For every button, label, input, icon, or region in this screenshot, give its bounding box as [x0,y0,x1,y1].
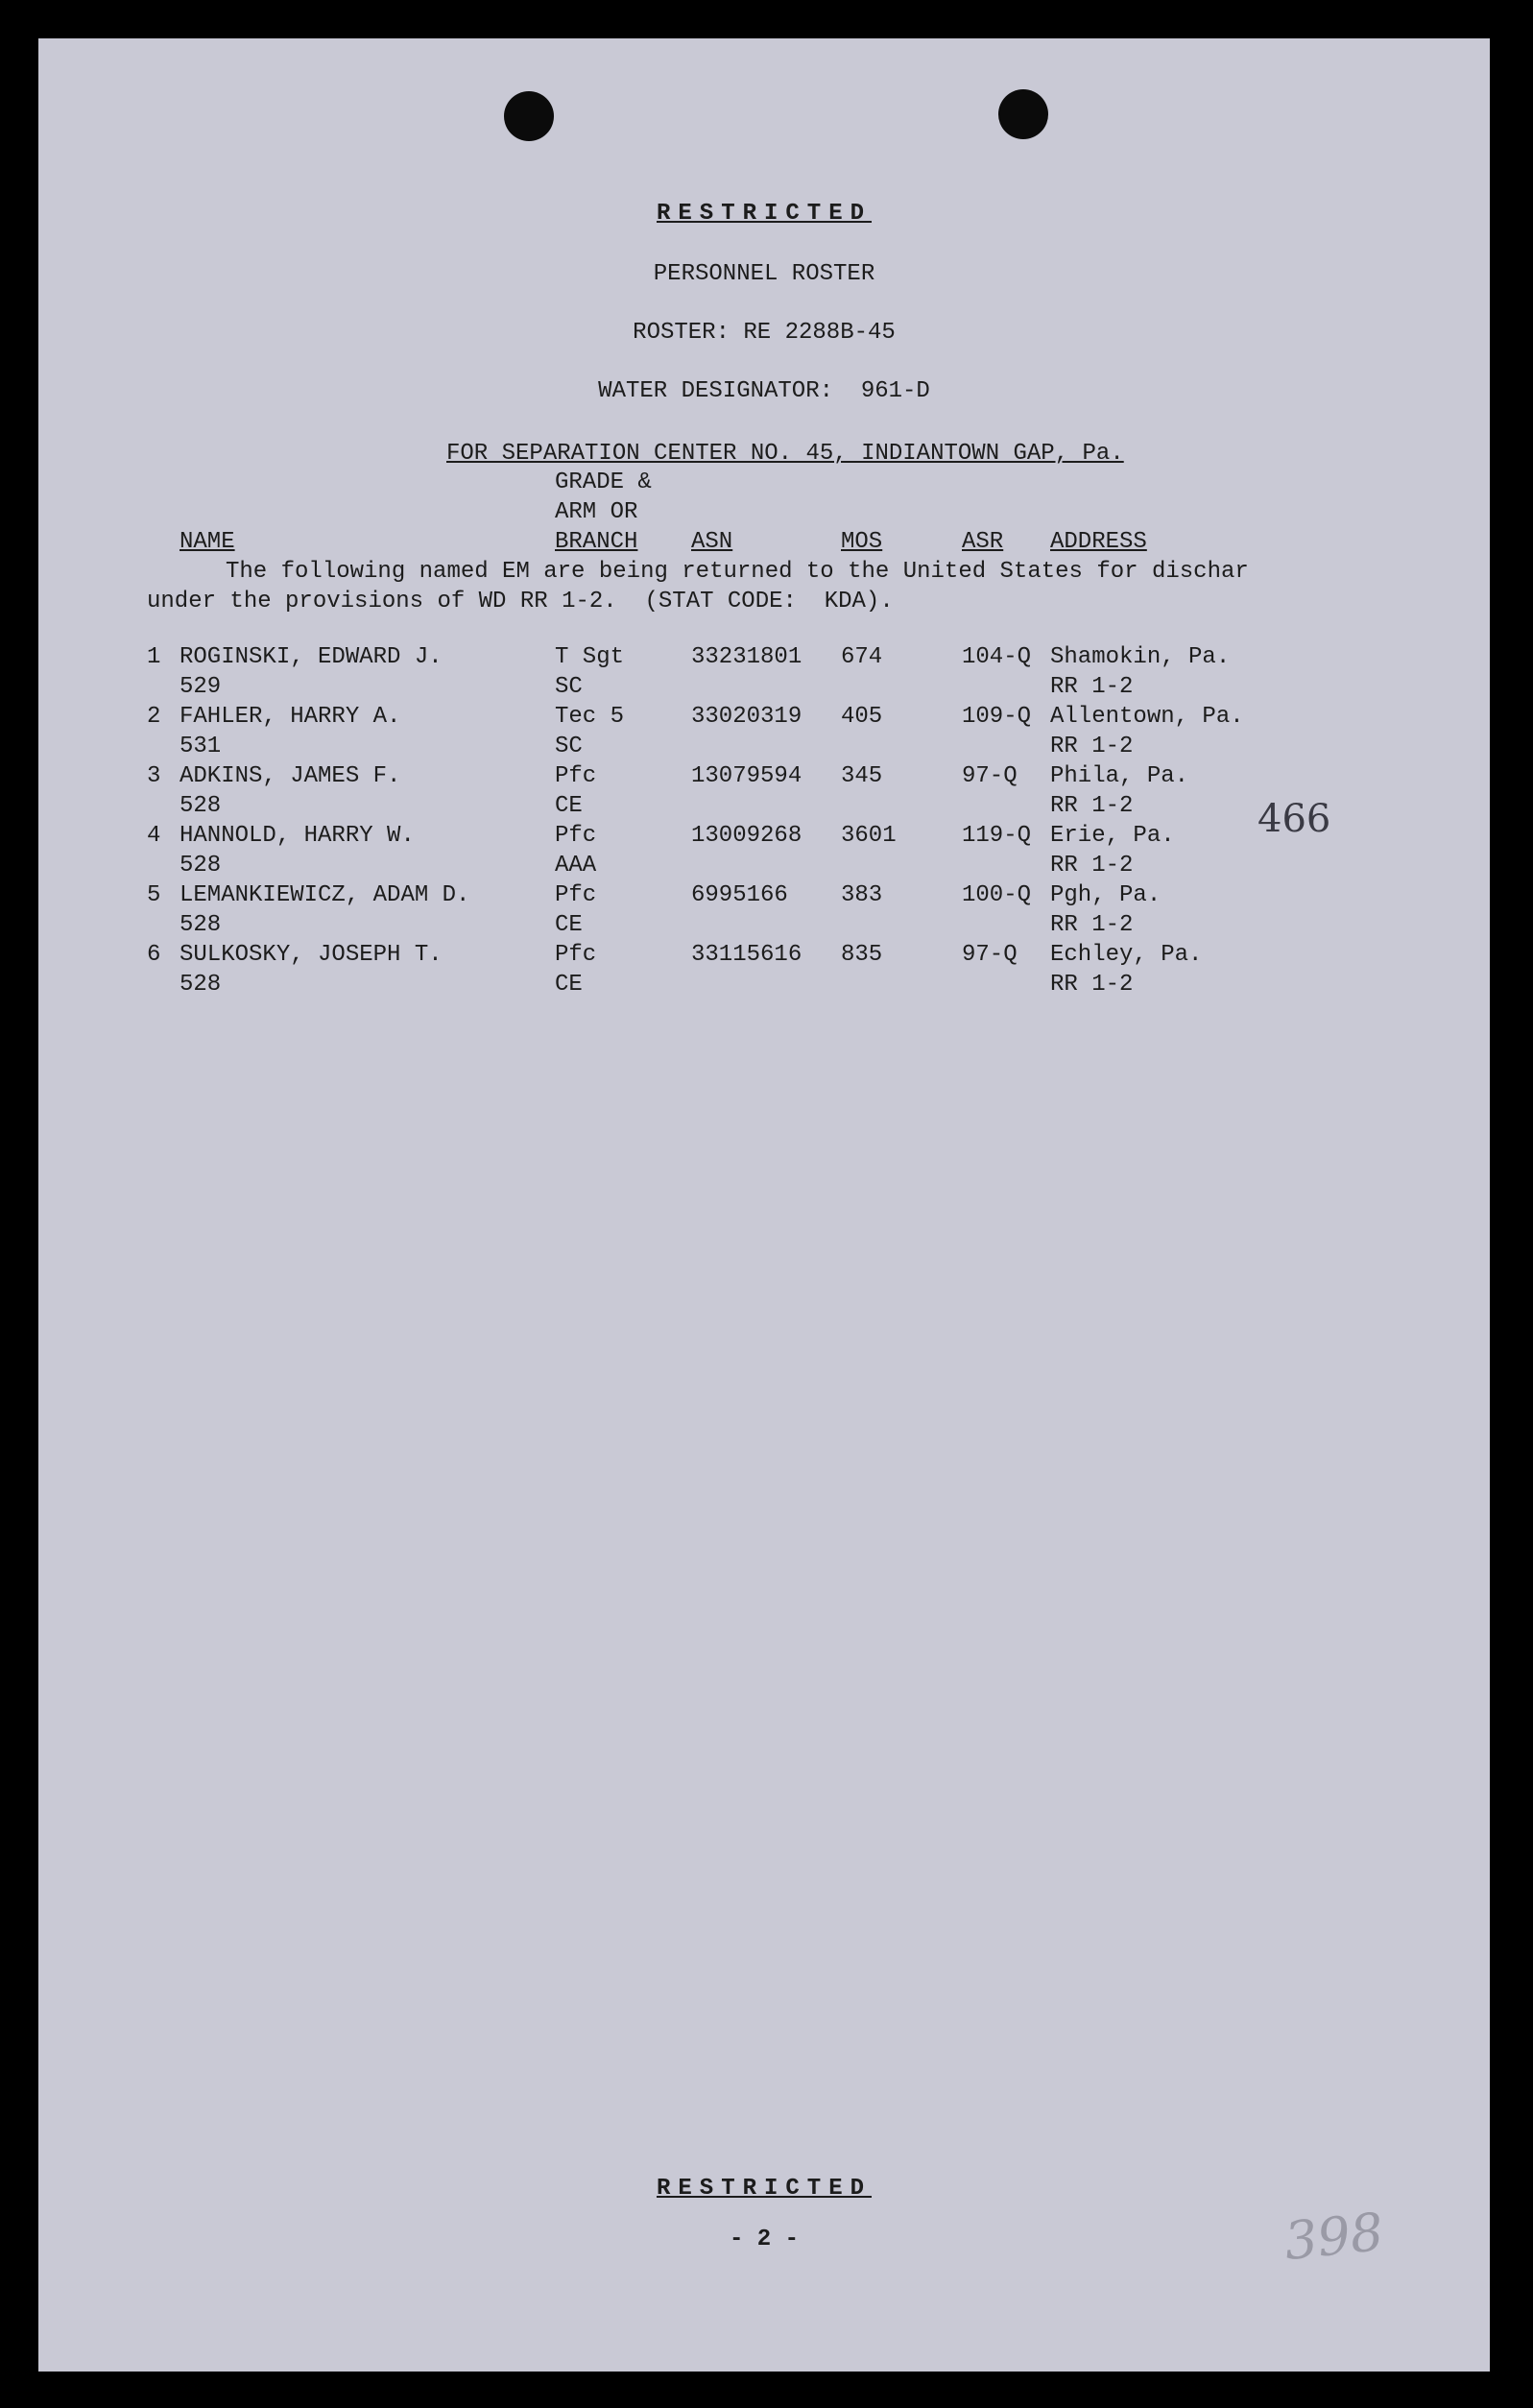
asn: 6995166 [691,882,788,908]
asr: 104-Q [962,644,1032,670]
address-line2: RR 1-2 [1050,972,1134,998]
branch: CE [555,972,583,998]
grade: Tec 5 [555,704,625,730]
asr: 119-Q [962,823,1032,849]
unit-code: 531 [180,734,222,759]
col-grade-line3: BRANCH [555,529,638,555]
branch: CE [555,793,583,819]
pencil-note: 398 [1281,2201,1387,2273]
address-line2: RR 1-2 [1050,674,1134,700]
address: Echley, Pa. [1050,942,1203,968]
row-number: 1 [147,644,161,670]
unit-code: 528 [180,972,222,998]
address-line2: RR 1-2 [1050,734,1134,759]
grade: T Sgt [555,644,625,670]
soldier-name: ROGINSKI, EDWARD J. [180,644,443,670]
mos: 674 [841,644,883,670]
punch-hole-right [998,89,1048,139]
grade: Pfc [555,763,597,789]
asn: 13009268 [691,823,802,849]
water-designator: WATER DESIGNATOR: 961-D [598,378,930,404]
branch: AAA [555,853,597,879]
row-number: 5 [147,882,161,908]
row-number: 3 [147,763,161,789]
address: Shamokin, Pa. [1050,644,1231,670]
col-asn: ASN [691,529,733,555]
intro-line1: The following named EM are being returned to the United States for dischar [226,559,1249,585]
mos: 3601 [841,823,897,849]
row-number: 2 [147,704,161,730]
branch: SC [555,734,583,759]
intro-line2: under the provisions of WD RR 1-2. (STAT CODE: KDA). [147,589,894,614]
asr: 97-Q [962,942,1018,968]
address-line2: RR 1-2 [1050,793,1134,819]
soldier-name: LEMANKIEWICZ, ADAM D. [180,882,470,908]
grade: Pfc [555,942,597,968]
branch: CE [555,912,583,938]
stamp-number: 466 [1258,797,1331,841]
soldier-name: SULKOSKY, JOSEPH T. [180,942,443,968]
page-number: - 2 - [729,2227,799,2252]
asn: 13079594 [691,763,802,789]
soldier-name: HANNOLD, HARRY W. [180,823,415,849]
address: Phila, Pa. [1050,763,1189,789]
address: Pgh, Pa. [1050,882,1162,908]
col-grade-line1: GRADE & [555,470,652,495]
mos: 383 [841,882,883,908]
mos: 835 [841,942,883,968]
classification-bottom: RESTRICTED [656,2176,873,2202]
asr: 97-Q [962,763,1018,789]
roster-title: PERSONNEL ROSTER [653,261,875,287]
asr: 109-Q [962,704,1032,730]
col-mos: MOS [841,529,883,555]
row-number: 6 [147,942,161,968]
col-name: NAME [180,529,235,555]
grade: Pfc [555,823,597,849]
address: Erie, Pa. [1050,823,1175,849]
mos: 345 [841,763,883,789]
unit-code: 528 [180,912,222,938]
soldier-name: FAHLER, HARRY A. [180,704,401,730]
address-line2: RR 1-2 [1050,912,1134,938]
col-asr: ASR [962,529,1004,555]
row-number: 4 [147,823,161,849]
mos: 405 [841,704,883,730]
asn: 33231801 [691,644,802,670]
unit-code: 528 [180,853,222,879]
address: Allentown, Pa. [1050,704,1244,730]
grade: Pfc [555,882,597,908]
col-grade-line2: ARM OR [555,499,638,525]
asn: 33020319 [691,704,802,730]
roster-number: ROSTER: RE 2288B-45 [633,320,896,346]
branch: SC [555,674,583,700]
document-page [38,38,1490,2372]
punch-hole-left [504,91,554,141]
col-address: ADDRESS [1050,529,1147,555]
unit-code: 528 [180,793,222,819]
address-line2: RR 1-2 [1050,853,1134,879]
soldier-name: ADKINS, JAMES F. [180,763,401,789]
classification-top: RESTRICTED [656,201,873,227]
destination-line: FOR SEPARATION CENTER NO. 45, INDIANTOWN GAP, Pa. [446,441,1124,467]
unit-code: 529 [180,674,222,700]
asn: 33115616 [691,942,802,968]
asr: 100-Q [962,882,1032,908]
